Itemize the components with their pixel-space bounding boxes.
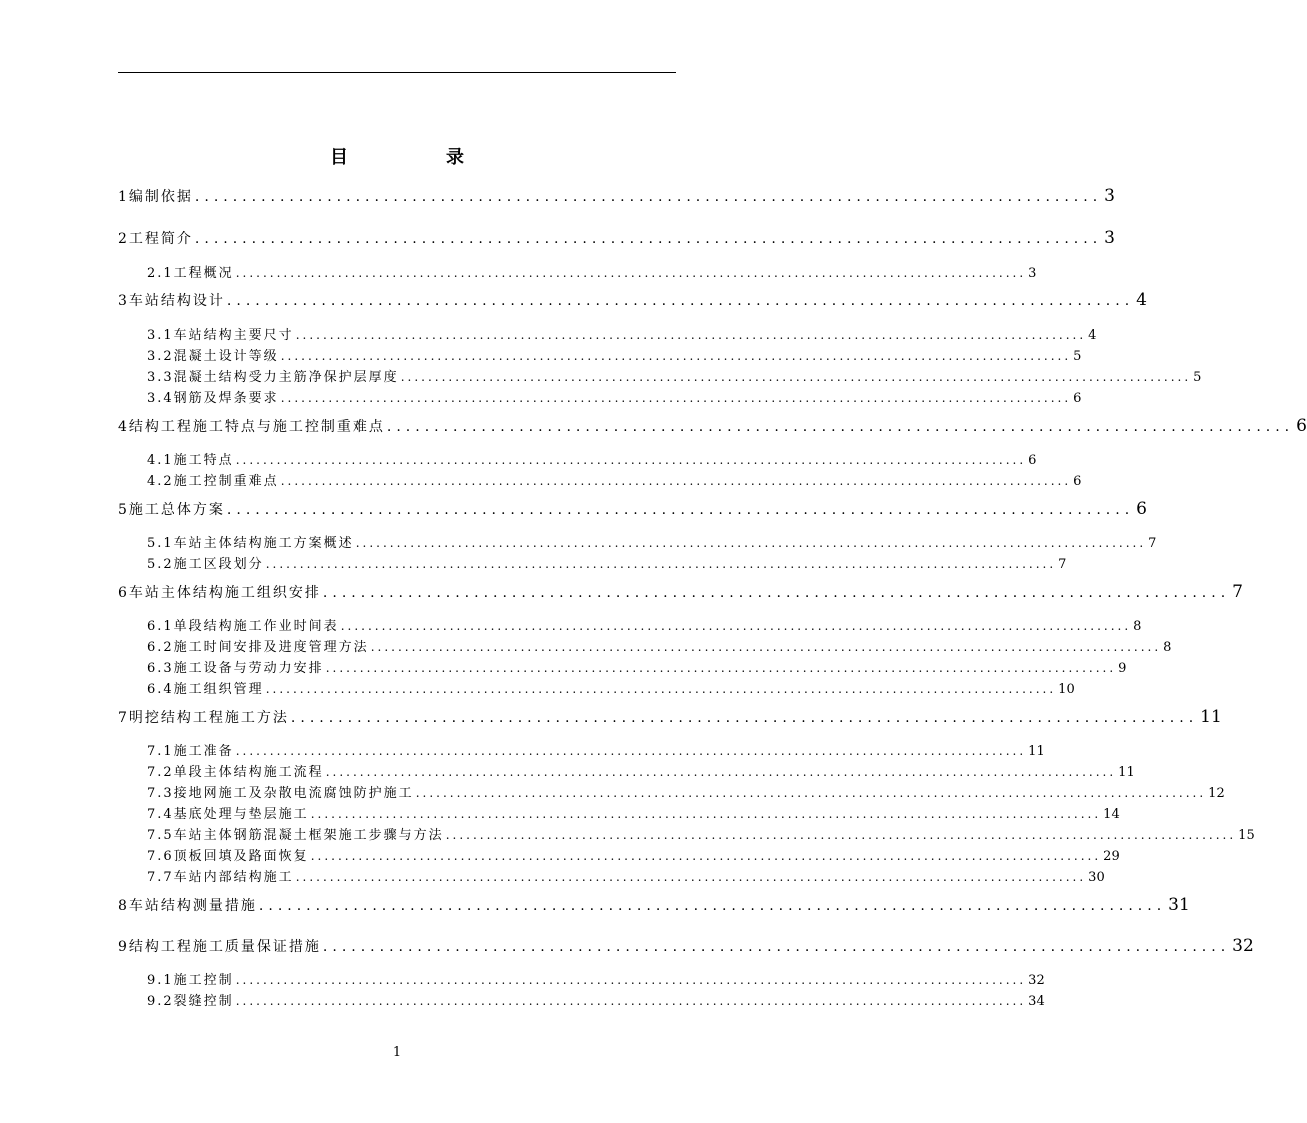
toc-entry-7-4[interactable]: [147, 803, 1120, 822]
toc-leader-dots: ................................................................................................: [322, 939, 1231, 955]
toc-entry-label: 3.1车站结构主要尺寸: [147, 328, 294, 343]
toc-entry-5[interactable]: [118, 499, 1147, 519]
toc-entry-page: 12: [1208, 786, 1225, 801]
toc-leader-dots: ....................................................................................................................: [280, 474, 1072, 488]
toc-entry-page: 6: [1073, 474, 1082, 489]
toc-leader-dots: ................................................................................................: [322, 585, 1231, 601]
toc-entry-label: 6.4施工组织管理: [147, 682, 264, 697]
toc-leader-dots: ................................................................................................: [226, 293, 1135, 309]
toc-leader-dots: ....................................................................................................................: [235, 453, 1027, 467]
toc-entry-label: 7.3接地网施工及杂散电流腐蚀防护施工: [147, 786, 414, 801]
toc-leader-dots: ....................................................................................................................: [265, 557, 1057, 571]
toc-entry-page: 15: [1238, 828, 1255, 843]
toc-leader-dots: ....................................................................................................................: [280, 349, 1072, 363]
toc-entry-label: 3.2混凝土设计等级: [147, 349, 279, 364]
toc-leader-dots: ....................................................................................................................: [235, 973, 1027, 987]
toc-leader-dots: ....................................................................................................................: [325, 765, 1117, 779]
toc-entry-7-7[interactable]: [147, 866, 1105, 885]
toc-leader-dots: ....................................................................................................................: [280, 391, 1072, 405]
toc-entry-label: 9.2裂缝控制: [147, 994, 234, 1009]
toc-entry-page: 10: [1058, 682, 1075, 697]
toc-entry-4[interactable]: [118, 416, 1307, 436]
toc-entry-label: 6.1单段结构施工作业时间表: [147, 619, 339, 634]
toc-leader-dots: ................................................................................................: [258, 898, 1167, 914]
toc-entry-page: 6: [1028, 453, 1037, 468]
toc-entry-page: 8: [1133, 619, 1142, 634]
toc-entry-label: 7.4基底处理与垫层施工: [147, 807, 309, 822]
toc-entry-label: 5施工总体方案: [118, 502, 225, 518]
toc-entry-7-2[interactable]: [147, 761, 1135, 780]
toc-entry-6-4[interactable]: [147, 678, 1075, 697]
toc-leader-dots: ....................................................................................................................: [310, 849, 1102, 863]
toc-entry-page: 34: [1028, 994, 1045, 1009]
toc-title: 目 录: [330, 147, 504, 168]
toc-entry-4-1[interactable]: [147, 449, 1037, 468]
page-number: 1: [392, 1045, 402, 1060]
toc-leader-dots: ................................................................................................: [226, 502, 1135, 518]
toc-leader-dots: ....................................................................................................................: [295, 328, 1087, 342]
toc-entry-3-2[interactable]: [147, 345, 1082, 364]
toc-entry-page: 7: [1232, 582, 1243, 602]
toc-entry-label: 7.2单段主体结构施工流程: [147, 765, 324, 780]
toc-entry-label: 7明挖结构工程施工方法: [118, 710, 289, 726]
toc-entry-3-3[interactable]: [147, 366, 1202, 385]
toc-leader-dots: ....................................................................................................................: [235, 266, 1027, 280]
toc-entry-6-3[interactable]: [147, 657, 1127, 676]
toc-leader-dots: ....................................................................................................................: [265, 682, 1057, 696]
toc-leader-dots: ....................................................................................................................: [235, 744, 1027, 758]
toc-entry-label: 2.1工程概况: [147, 266, 234, 281]
toc-entry-label: 5.2施工区段划分: [147, 557, 264, 572]
toc-entry-4-2[interactable]: [147, 470, 1082, 489]
toc-entry-page: 6: [1073, 391, 1082, 406]
toc-entry-3-1[interactable]: [147, 324, 1097, 343]
toc-entry-page: 31: [1168, 895, 1190, 915]
toc-leader-dots: ................................................................................................: [194, 231, 1103, 247]
toc-leader-dots: ....................................................................................................................: [295, 870, 1087, 884]
toc-entry-page: 3: [1104, 228, 1115, 248]
toc-entry-page: 5: [1073, 349, 1082, 364]
toc-entry-9-1[interactable]: [147, 969, 1045, 988]
toc-entry-3[interactable]: [118, 290, 1147, 310]
toc-entry-label: 9结构工程施工质量保证措施: [118, 939, 321, 955]
toc-entry-1[interactable]: [118, 186, 1115, 206]
toc-entry-label: 7.1施工准备: [147, 744, 234, 759]
toc-entry-7-1[interactable]: [147, 740, 1045, 759]
toc-entry-8[interactable]: [118, 895, 1190, 915]
toc-entry-page: 11: [1028, 744, 1045, 759]
toc-entry-label: 4.1施工特点: [147, 453, 234, 468]
toc-entry-page: 9: [1118, 661, 1127, 676]
toc-entry-2[interactable]: [118, 228, 1115, 248]
toc-entry-label: 4结构工程施工特点与施工控制重难点: [118, 419, 385, 435]
toc-entry-label: 7.7车站内部结构施工: [147, 870, 294, 885]
toc-entry-6[interactable]: [118, 582, 1243, 602]
toc-entry-5-1[interactable]: [147, 532, 1157, 551]
toc-entry-page: 4: [1088, 328, 1097, 343]
toc-entry-page: 30: [1088, 870, 1105, 885]
toc-entry-label: 4.2施工控制重难点: [147, 474, 279, 489]
toc-entry-label: 3.3混凝土结构受力主筋净保护层厚度: [147, 370, 399, 385]
toc-entry-9[interactable]: [118, 936, 1254, 956]
toc-entry-6-2[interactable]: [147, 636, 1172, 655]
toc-entry-2-1[interactable]: [147, 262, 1037, 281]
toc-entry-page: 6: [1136, 499, 1147, 519]
toc-entry-5-2[interactable]: [147, 553, 1067, 572]
toc-entry-9-2[interactable]: [147, 990, 1045, 1009]
toc-leader-dots: ....................................................................................................................: [355, 536, 1147, 550]
toc-entry-label: 6.2施工时间安排及进度管理方法: [147, 640, 369, 655]
toc-entry-label: 7.6顶板回填及路面恢复: [147, 849, 309, 864]
toc-leader-dots: ................................................................................................: [194, 189, 1103, 205]
toc-entry-page: 3: [1104, 186, 1115, 206]
toc-entry-label: 3车站结构设计: [118, 293, 225, 309]
toc-leader-dots: ....................................................................................................................: [415, 786, 1207, 800]
toc-entry-label: 7.5车站主体钢筋混凝土框架施工步骤与方法: [147, 828, 444, 843]
toc-entry-label: 9.1施工控制: [147, 973, 234, 988]
toc-entry-page: 8: [1163, 640, 1172, 655]
toc-entry-label: 8车站结构测量措施: [118, 898, 257, 914]
toc-entry-label: 6车站主体结构施工组织安排: [118, 585, 321, 601]
toc-leader-dots: ....................................................................................................................: [340, 619, 1132, 633]
toc-leader-dots: ....................................................................................................................: [445, 828, 1237, 842]
toc-entry-7[interactable]: [118, 707, 1222, 727]
toc-entry-7-3[interactable]: [147, 782, 1225, 801]
toc-entry-page: 7: [1058, 557, 1067, 572]
toc-entry-label: 3.4钢筋及焊条要求: [147, 391, 279, 406]
toc-entry-label: 1编制依据: [118, 189, 193, 205]
toc-entry-page: 11: [1118, 765, 1135, 780]
toc-entry-6-1[interactable]: [147, 615, 1142, 634]
toc-entry-label: 6.3施工设备与劳动力安排: [147, 661, 324, 676]
toc-entry-page: 7: [1148, 536, 1157, 551]
toc-leader-dots: ....................................................................................................................: [370, 640, 1162, 654]
toc-entry-page: 14: [1103, 807, 1120, 822]
toc-entry-page: 5: [1193, 370, 1202, 385]
toc-leader-dots: ....................................................................................................................: [235, 994, 1027, 1008]
toc-entry-label: 5.1车站主体结构施工方案概述: [147, 536, 354, 551]
toc-leader-dots: ....................................................................................................................: [310, 807, 1102, 821]
toc-leader-dots: ................................................................................................: [386, 419, 1295, 435]
toc-leader-dots: ....................................................................................................................: [325, 661, 1117, 675]
toc-leader-dots: ................................................................................................: [290, 710, 1199, 726]
toc-entry-page: 32: [1232, 936, 1254, 956]
toc-entry-7-6[interactable]: [147, 845, 1120, 864]
toc-leader-dots: ....................................................................................................................: [400, 370, 1192, 384]
toc-entry-label: 2工程简介: [118, 231, 193, 247]
header-rule: [118, 72, 676, 73]
toc-entry-page: 32: [1028, 973, 1045, 988]
toc-entry-page: 6: [1296, 416, 1307, 436]
toc-entry-page: 11: [1200, 707, 1222, 727]
toc-entry-page: 4: [1136, 290, 1147, 310]
toc-entry-page: 3: [1028, 266, 1037, 281]
toc-entry-7-5[interactable]: [147, 824, 1255, 843]
toc-entry-page: 29: [1103, 849, 1120, 864]
toc-entry-3-4[interactable]: [147, 387, 1082, 406]
